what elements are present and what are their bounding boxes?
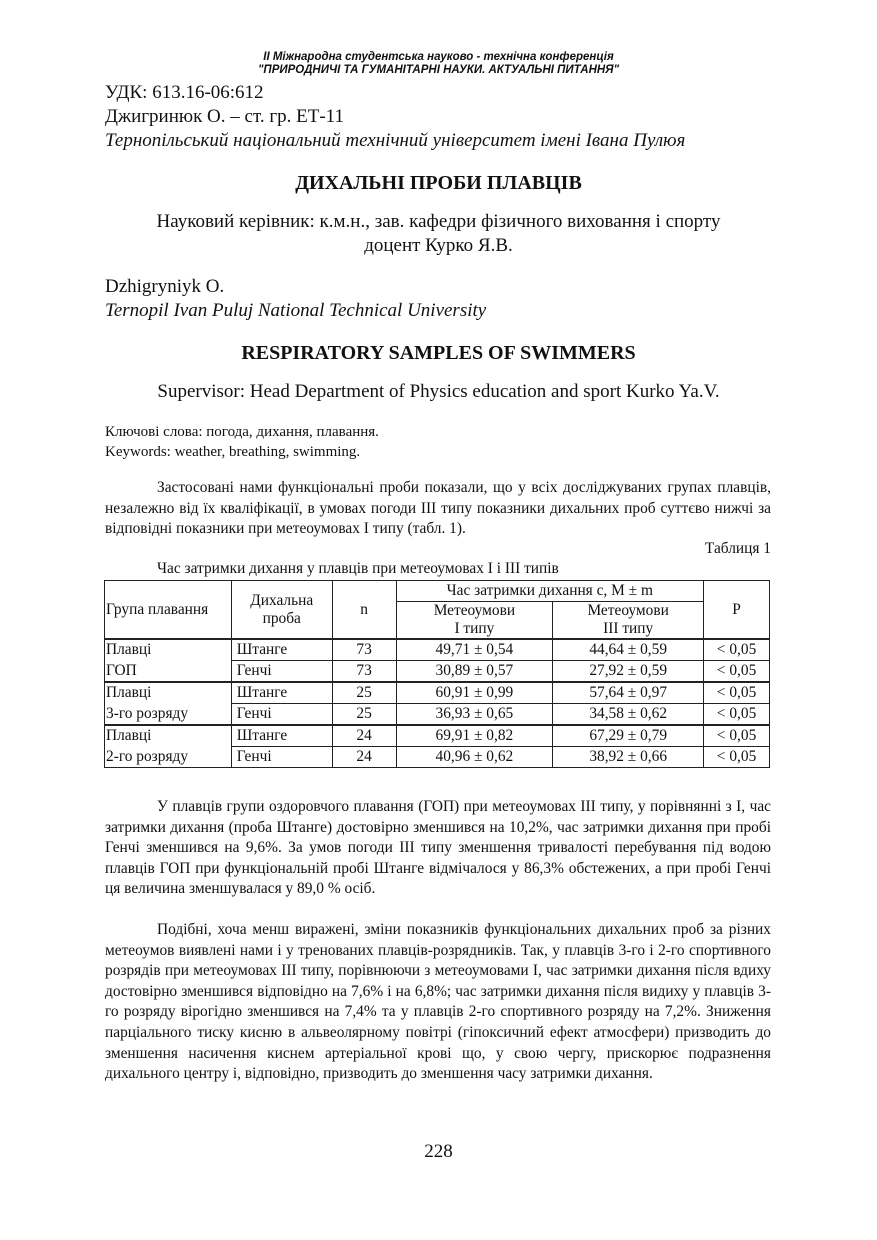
cell-meteo-3: 44,64 ± 0,59 — [553, 639, 704, 661]
discussion-paragraph-text: Подібні, хоча менш виражені, зміни показників функціональних дихальних проб за різних метеоумов виявлені нами і у тренованих плавців-розрядників. Так, у плавців 3-го і 2-го спортивного розрядів при метеоумовах III типу, порівнюючи з метеоумовами I, час затримки дихання після вдиху достовірно зменшився відповідно на 7,6% і на 6,8%; час затримки дихання після видиху у плавців 3-го розряду вірогідно зменшився на 7,4% та у плавців 2-го спортивного розряду на 7,2%. Зниження парціального тиску кисню в альвеолярному повітрі (гіпоксичний ефект атмосфери) призводить до зменшення насичення киснем артеріальної крові що, у свою чергу, прискорює подразнення дихального центру і, відповідно, призводить до зменшення часу затримки дихання. — [105, 921, 771, 1083]
cell-probe: Генчі — [231, 661, 332, 683]
cell-meteo-3: 57,64 ± 0,97 — [553, 682, 704, 704]
cell-probe: Генчі — [231, 747, 332, 768]
table-row — [105, 747, 770, 768]
cell-p: < 0,05 — [704, 704, 770, 726]
cell-meteo-1: 49,71 ± 0,54 — [396, 639, 553, 661]
header-time-span: Час затримки дихання с, M ± m — [396, 581, 704, 602]
cell-meteo-1: 40,96 ± 0,62 — [396, 747, 553, 768]
supervisor-eng: Supervisor: Head Department of Physics education and sport Kurko Ya.V. — [157, 381, 720, 402]
cell-n: 24 — [332, 747, 396, 768]
table-row — [105, 661, 770, 683]
cell-p: < 0,05 — [704, 682, 770, 704]
cell-n: 73 — [332, 639, 396, 661]
header-p: P — [704, 581, 770, 640]
cell-n: 24 — [332, 725, 396, 747]
intro-paragraph — [105, 478, 771, 540]
cell-group: 2-го розряду — [105, 747, 232, 768]
header-n: n — [332, 581, 396, 640]
supervisor-ukr-line-1: Науковий керівник: к.м.н., зав. кафедри фізичного виховання і спорту — [156, 211, 721, 232]
title-ukr: ДИХАЛЬНІ ПРОБИ ПЛАВЦІВ — [295, 172, 582, 194]
cell-p: < 0,05 — [704, 725, 770, 747]
cell-p: < 0,05 — [704, 639, 770, 661]
conference-line-2: "ПРИРОДНИЧІ ТА ГУМАНІТАРНІ НАУКИ. АКТУАЛЬНІ ПИТАННЯ" — [257, 64, 620, 76]
supervisor-ukr-line-2: доцент Курко Я.В. — [364, 235, 513, 256]
cell-meteo-1: 30,89 ± 0,57 — [396, 661, 553, 683]
cell-p: < 0,05 — [704, 747, 770, 768]
cell-group: 3-го розряду — [105, 704, 232, 726]
cell-meteo-3: 38,92 ± 0,66 — [553, 747, 704, 768]
results-paragraph — [105, 797, 771, 900]
cell-n: 25 — [332, 704, 396, 726]
table-row — [105, 682, 770, 704]
author-ukr: Джигринюк О. – ст. гр. ЕТ-11 — [105, 106, 344, 127]
cell-probe: Штанге — [231, 725, 332, 747]
results-paragraph-text: У плавців групи оздоровчого плавання (ГОП) при метеоумовах III типу, у порівнянні з I, час затримки дихання (проба Штанге) достовірно зменшився на 10,2%, час затримки дихання при пробі Генчі зменшився на 9,6%. За умов погоди III типу зменшення тривалості перебування під водою плавців ГОП при функціональній пробі Штанге відмічалося у 86,3% обстежених, а при пробі Генчі ця величина зменшувалася у 89,0 % осіб. — [105, 798, 771, 898]
cell-n: 25 — [332, 682, 396, 704]
title-eng: RESPIRATORY SAMPLES OF SWIMMERS — [241, 342, 636, 364]
page-number: 228 — [424, 1141, 453, 1162]
header-group: Група плавання — [105, 581, 232, 640]
table-caption: Час затримки дихання у плавців при метеоумовах I і III типів — [157, 560, 559, 577]
cell-group: ГОП — [105, 661, 232, 683]
university-eng: Ternopil Ivan Puluj National Technical University — [105, 300, 487, 321]
header-meteo-1: Метеоумови I типу — [396, 602, 553, 640]
udk-code: УДК: 613.16-06:612 — [105, 82, 264, 103]
data-table — [104, 580, 770, 768]
cell-probe: Штанге — [231, 682, 332, 704]
cell-n: 73 — [332, 661, 396, 683]
cell-meteo-1: 60,91 ± 0,99 — [396, 682, 553, 704]
cell-probe: Генчі — [231, 704, 332, 726]
cell-group: Плавці — [105, 682, 232, 704]
keywords-ukr: Ключові слова: погода, дихання, плавання. — [105, 424, 379, 440]
table-row — [105, 639, 770, 661]
keywords-eng: Keywords: weather, breathing, swimming. — [105, 444, 361, 460]
cell-meteo-1: 69,91 ± 0,82 — [396, 725, 553, 747]
cell-p: < 0,05 — [704, 661, 770, 683]
header-probe: Дихальна проба — [231, 581, 332, 640]
conference-line-1: II Міжнародна студентська науково - технічна конференція — [263, 51, 614, 63]
cell-meteo-3: 34,58 ± 0,62 — [553, 704, 704, 726]
cell-group: Плавці — [105, 639, 232, 661]
table-row — [105, 725, 770, 747]
discussion-paragraph — [105, 920, 771, 1085]
cell-probe: Штанге — [231, 639, 332, 661]
cell-meteo-1: 36,93 ± 0,65 — [396, 704, 553, 726]
conference-header — [0, 51, 877, 77]
intro-paragraph-text: Застосовані нами функціональні проби показали, що у всіх досліджуваних групах плавців, незалежно від їх кваліфікації, в умовах погоди III типу показники дихальних проб суттєво нижчі за відповідні показники при метеоумовах I типу (табл. 1). — [105, 479, 771, 538]
table-label: Таблиця 1 — [704, 540, 771, 557]
author-eng: Dzhigryniyk O. — [105, 276, 225, 297]
cell-group: Плавці — [105, 725, 232, 747]
cell-meteo-3: 67,29 ± 0,79 — [553, 725, 704, 747]
table-row — [105, 704, 770, 726]
cell-meteo-3: 27,92 ± 0,59 — [553, 661, 704, 683]
header-meteo-3: Метеоумови III типу — [553, 602, 704, 640]
university-ukr: Тернопільський національний технічний університет імені Івана Пулюя — [105, 130, 686, 151]
